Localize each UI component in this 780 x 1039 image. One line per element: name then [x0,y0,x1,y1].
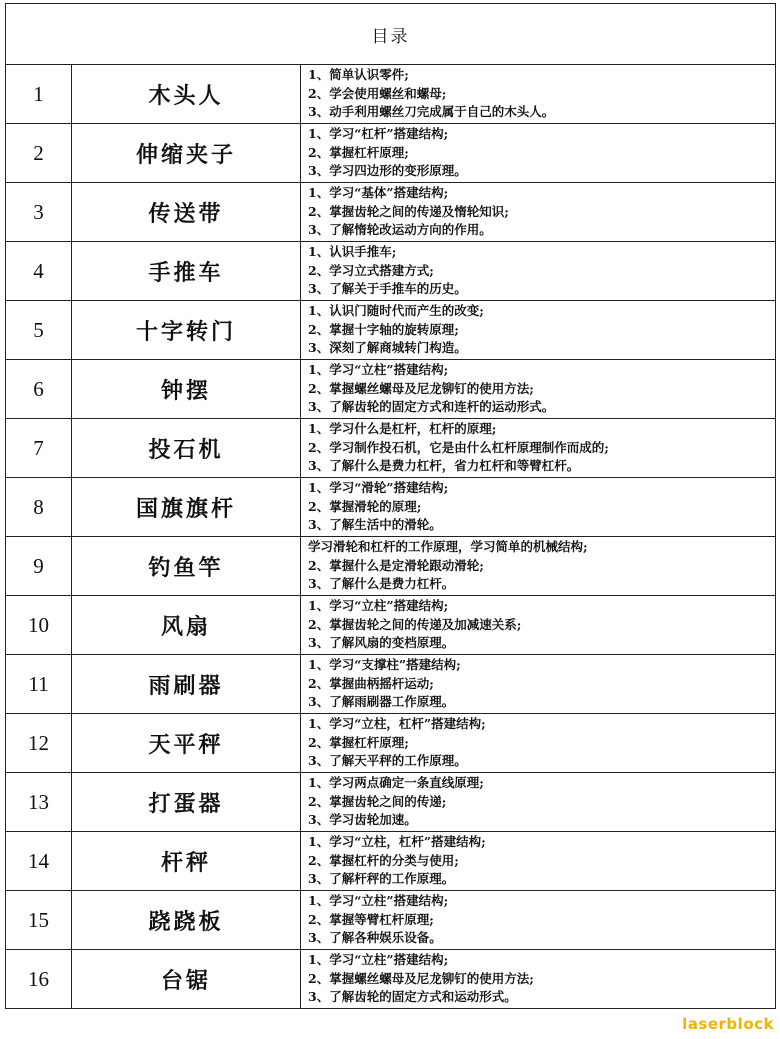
lesson-objectives [301,714,776,773]
lesson-title: 投石机 [72,419,301,478]
table-row [6,360,776,419]
objective-line: 2、掌握齿轮之间的传递及惰轮知识; [308,203,509,219]
table-row [6,655,776,714]
table-row [6,891,776,950]
objective-line: 3、了解杆秤的工作原理。 [308,871,455,887]
lesson-objectives [301,596,776,655]
lesson-title: 手推车 [72,242,301,301]
objective-line: 3、了解惰轮改运动方向的作用。 [308,222,492,238]
table-row [6,773,776,832]
lesson-objectives [301,124,776,183]
objective-line: 2、掌握等臂杠杆原理; [308,911,434,927]
lesson-number: 14 [6,832,72,891]
lesson-title: 十字转门 [72,301,301,360]
lesson-objectives [301,950,776,1009]
objective-line: 3、了解生活中的滑轮。 [308,517,442,533]
table-row [6,596,776,655]
objective-line: 2、掌握齿轮之间的传递及加减速关系; [308,616,522,632]
objective-line: 1、学习“立柱”搭建结构; [308,952,449,968]
objective-line: 1、学习“立柱”搭建结构; [308,362,449,378]
lesson-objectives [301,419,776,478]
lesson-objectives [301,537,776,596]
toc-table [5,3,776,1009]
lesson-number: 3 [6,183,72,242]
lesson-title: 国旗旗杆 [72,478,301,537]
lesson-title: 木头人 [72,65,301,124]
table-row [6,124,776,183]
objective-line: 2、掌握杠杆原理; [308,144,409,160]
objective-line: 1、学习两点确定一条直线原理; [308,775,484,791]
objective-line: 3、动手利用螺丝刀完成属于自己的木头人。 [308,104,555,120]
lesson-title: 钓鱼竿 [72,537,301,596]
objective-line: 2、掌握十字轴的旋转原理; [308,321,459,337]
table-row [6,65,776,124]
lesson-objectives [301,301,776,360]
objective-line: 1、学习“滑轮”搭建结构; [308,480,449,496]
objective-line: 3、学习齿轮加速。 [308,812,417,828]
objective-line: 2、掌握杠杆原理; [308,734,409,750]
objective-line: 2、掌握螺丝螺母及尼龙铆钉的使用方法; [308,970,534,986]
objective-line: 3、了解风扇的变档原理。 [308,635,455,651]
lesson-number: 9 [6,537,72,596]
table-row [6,832,776,891]
table-row [6,242,776,301]
lesson-number: 13 [6,773,72,832]
table-row [6,301,776,360]
lesson-title: 杆秤 [72,832,301,891]
objective-line: 3、了解各种娱乐设备。 [308,930,442,946]
objective-line: 2、学习制作投石机，它是由什么杠杆原理制作而成的; [308,439,609,455]
lesson-number: 5 [6,301,72,360]
lesson-number: 12 [6,714,72,773]
objective-line: 2、掌握滑轮的原理; [308,498,422,514]
lesson-title: 天平秤 [72,714,301,773]
objective-line: 2、掌握什么是定滑轮跟动滑轮; [308,557,484,573]
lesson-objectives [301,832,776,891]
watermark-logo: laserblock [682,1015,774,1033]
lesson-number: 4 [6,242,72,301]
lesson-objectives [301,65,776,124]
lesson-number: 1 [6,65,72,124]
objective-line: 3、了解齿轮的固定方式和运动形式。 [308,989,517,1005]
lesson-objectives [301,773,776,832]
objective-line: 1、简单认识零件; [308,67,409,83]
objective-line: 3、了解雨刷器工作原理。 [308,694,455,710]
objective-line: 2、掌握曲柄摇杆运动; [308,675,434,691]
lesson-number: 8 [6,478,72,537]
lesson-number: 16 [6,950,72,1009]
lesson-objectives [301,891,776,950]
objective-line: 学习滑轮和杠杆的工作原理，学习简单的机械结构; [308,539,588,555]
lesson-title: 跷跷板 [72,891,301,950]
table-row [6,950,776,1009]
table-row [6,183,776,242]
lesson-objectives [301,478,776,537]
objective-line: 3、了解什么是费力杠杆，省力杠杆和等臂杠杆。 [308,458,580,474]
objective-line: 1、学习什么是杠杆，杠杆的原理; [308,421,497,437]
lesson-objectives [301,242,776,301]
lesson-objectives [301,655,776,714]
objective-line: 1、学习“立柱，杠杆”搭建结构; [308,716,486,732]
objective-line: 2、学会使用螺丝和螺母; [308,85,447,101]
lesson-title: 风扇 [72,596,301,655]
objective-line: 3、了解齿轮的固定方式和连杆的运动形式。 [308,399,555,415]
lesson-number: 2 [6,124,72,183]
table-row [6,714,776,773]
objective-line: 1、学习“基体”搭建结构; [308,185,449,201]
objective-line: 3、了解关于手推车的历史。 [308,281,467,297]
table-row [6,419,776,478]
lesson-number: 10 [6,596,72,655]
lesson-objectives [301,183,776,242]
lesson-title: 伸缩夹子 [72,124,301,183]
objective-line: 1、学习“支撑柱”搭建结构; [308,657,461,673]
objective-line: 1、认识门随时代而产生的改变; [308,303,484,319]
lesson-number: 15 [6,891,72,950]
objective-line: 3、了解天平秤的工作原理。 [308,753,467,769]
lesson-title: 雨刷器 [72,655,301,714]
table-row [6,537,776,596]
lesson-title: 打蛋器 [72,773,301,832]
objective-line: 1、学习“杠杆”搭建结构; [308,126,449,142]
objective-line: 3、了解什么是费力杠杆。 [308,576,455,592]
lesson-title: 钟摆 [72,360,301,419]
objective-line: 1、学习“立柱”搭建结构; [308,893,449,909]
objective-line: 2、掌握齿轮之间的传递; [308,793,447,809]
lesson-number: 7 [6,419,72,478]
lesson-title: 传送带 [72,183,301,242]
objective-line: 1、学习“立柱”搭建结构; [308,598,449,614]
lesson-objectives [301,360,776,419]
lesson-title: 台锯 [72,950,301,1009]
table-row [6,478,776,537]
objective-line: 2、学习立式搭建方式; [308,262,434,278]
lesson-number: 6 [6,360,72,419]
objective-line: 3、学习四边形的变形原理。 [308,163,467,179]
toc-title: 目录 [6,4,776,65]
objective-line: 1、认识手推车; [308,244,397,260]
objective-line: 2、掌握螺丝螺母及尼龙铆钉的使用方法; [308,380,534,396]
objective-line: 1、学习“立柱，杠杆”搭建结构; [308,834,486,850]
objective-line: 2、掌握杠杆的分类与使用; [308,852,459,868]
toc-page [5,3,776,1009]
lesson-number: 11 [6,655,72,714]
objective-line: 3、深刻了解商城转门构造。 [308,340,467,356]
